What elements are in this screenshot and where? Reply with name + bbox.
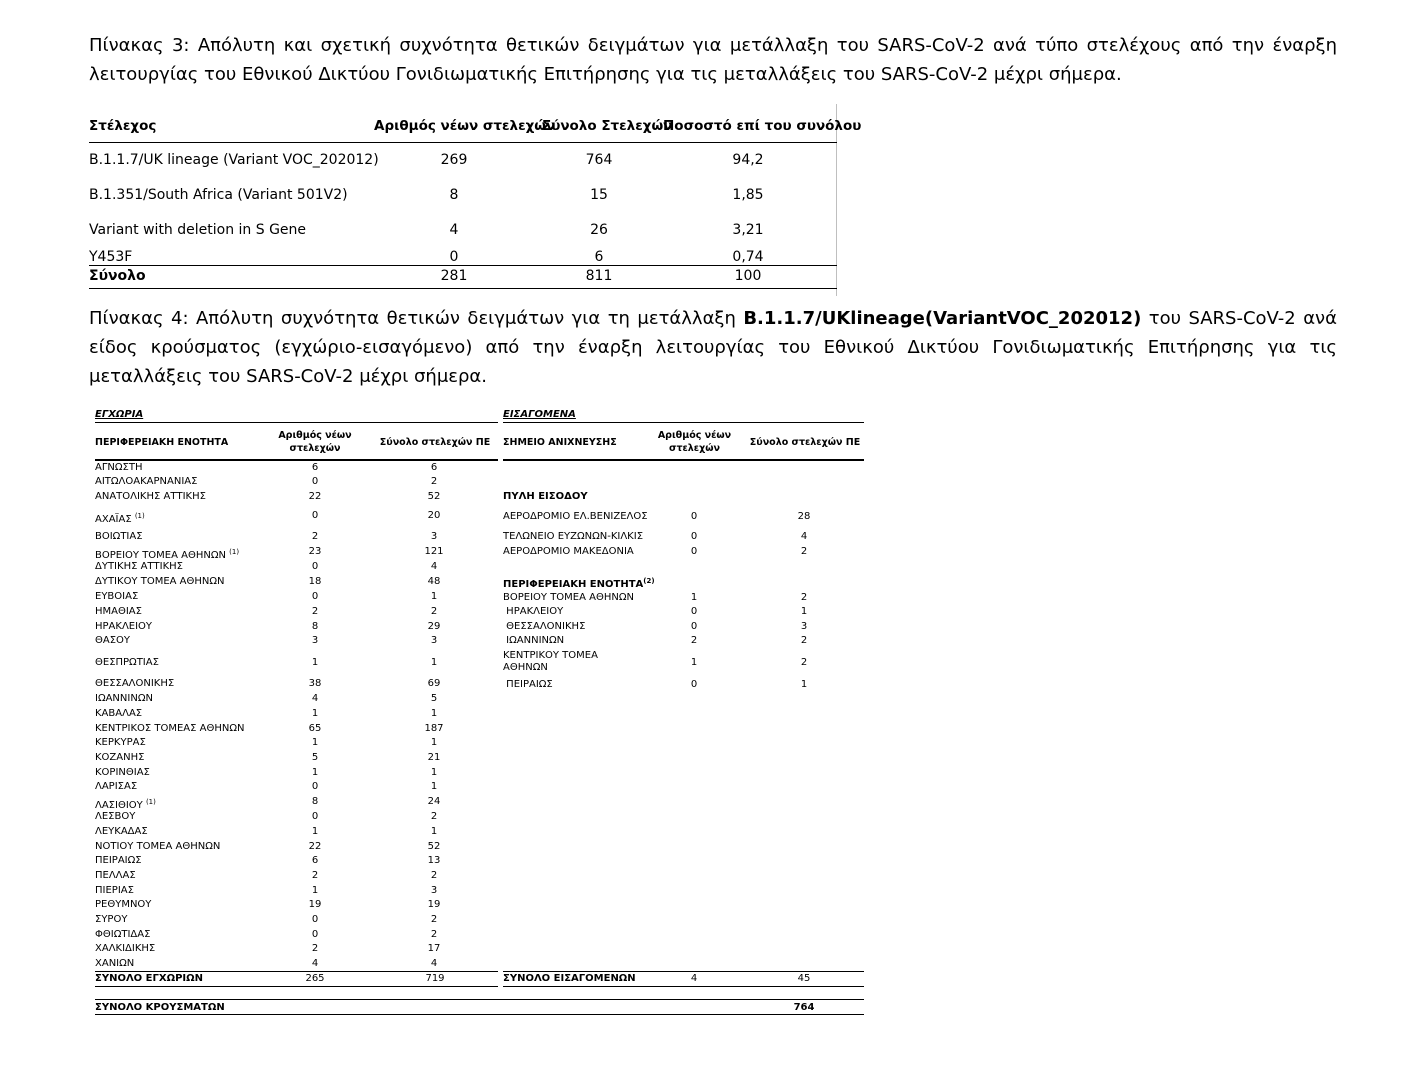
domestic-row-region-label: ΒΟΙΩΤΙΑΣ xyxy=(95,531,143,542)
table3-header-total: Σύνολο Στελεχών xyxy=(542,118,673,134)
domestic-row-region xyxy=(95,561,183,573)
domestic-row-total: 21 xyxy=(427,752,441,763)
domestic-row-region xyxy=(95,576,225,588)
domestic-row-total: 20 xyxy=(427,510,441,521)
domestic-row-region-label: ΗΡΑΚΛΕΙΟΥ xyxy=(95,621,153,632)
domestic-row-note: (1) xyxy=(229,548,240,556)
imported-row-total: 2 xyxy=(800,592,808,603)
domestic-row-total: 52 xyxy=(427,841,441,852)
table3-caption: Πίνακας 3: Απόλυτη και σχετική συχνότητα θετικών δειγμάτων για μετάλλαξη του SARS-CoV-2 ανά τύπο στελέχους από την έναρξη λειτουργίας του Εθνικού Δικτύου Γονιδιωματικής Επιτήρησης για τις μεταλλάξεις του SARS-CoV-2 μέχρι σήμερα. xyxy=(89,35,1337,85)
domestic-row-new: 0 xyxy=(311,781,319,792)
domestic-row-new: 2 xyxy=(311,870,319,881)
domestic-row-total: 5 xyxy=(430,693,438,704)
domestic-row-total: 2 xyxy=(430,929,438,940)
domestic-row-total: 29 xyxy=(427,621,441,632)
imported-row-total: 2 xyxy=(800,546,808,557)
domestic-row-region xyxy=(95,657,159,669)
domestic-row-total: 3 xyxy=(430,635,438,646)
domestic-row-total: 48 xyxy=(427,576,441,587)
imported-row-new: 0 xyxy=(690,546,698,557)
domestic-row-region xyxy=(95,621,152,633)
imported-header-rule xyxy=(503,459,864,461)
domestic-row-new: 0 xyxy=(311,476,319,487)
imported-row-total: 1 xyxy=(800,679,808,690)
domestic-row-region xyxy=(95,914,127,926)
imported-row-point: ΑΕΡΟΔΡΟΜΙΟ ΜΑΚΕΔΟΝΙΑ xyxy=(503,546,634,557)
domestic-row-region xyxy=(95,591,138,603)
domestic-row-total: 3 xyxy=(430,885,438,896)
domestic-header-region: ΠΕΡΙΦΕΡΕΙΑΚΗ ΕΝΟΤΗΤΑ xyxy=(95,437,229,448)
domestic-row-region xyxy=(95,929,150,941)
imported-top-rule xyxy=(503,422,864,423)
imported-row-total: 2 xyxy=(800,635,808,646)
table3-cell-total: 26 xyxy=(590,222,608,238)
domestic-header-total: Σύνολο στελεχών ΠΕ xyxy=(379,437,491,448)
imported-group-region xyxy=(503,575,655,591)
imported-total-rule xyxy=(503,971,864,972)
imported-row-total: 1 xyxy=(800,606,808,617)
domestic-row-new: 0 xyxy=(311,811,319,822)
domestic-row-region xyxy=(95,811,135,823)
domestic-row-region xyxy=(95,510,145,526)
imported-row-new: 1 xyxy=(690,657,698,668)
domestic-row-new: 1 xyxy=(311,737,319,748)
imported-row-new: 2 xyxy=(690,635,698,646)
domestic-section-title: ΕΓΧΩΡΙΑ xyxy=(95,409,144,420)
imported-total-label: ΣΥΝΟΛΟ ΕΙΣΑΓΟΜΕΝΩΝ xyxy=(503,973,636,984)
domestic-row-region xyxy=(95,958,134,970)
imported-row-point: ΑΕΡΟΔΡΟΜΙΟ ΕΛ.ΒΕΝΙΖΕΛΟΣ xyxy=(503,511,648,522)
table3-cell-percent: 94,2 xyxy=(732,152,764,168)
domestic-row-region-label: ΠΕΛΛΑΣ xyxy=(95,870,136,881)
table3-total-new: 281 xyxy=(440,268,468,284)
domestic-header-new: Αριθμός νέων στελεχών xyxy=(278,430,352,454)
domestic-row-region xyxy=(95,767,150,779)
imported-row-point: ΠΕΙΡΑΙΩΣ xyxy=(503,679,553,690)
domestic-row-new: 0 xyxy=(311,561,319,572)
domestic-row-new: 0 xyxy=(311,914,319,925)
domestic-row-total: 1 xyxy=(430,737,438,748)
domestic-row-region-label: ΔΥΤΙΚΟΥ ΤΟΜΕΑ ΑΘΗΝΩΝ xyxy=(95,576,225,587)
table3-cell-new: 0 xyxy=(449,249,459,265)
imported-header-point: ΣΗΜΕΙΟ ΑΝΙΧΝΕΥΣΗΣ xyxy=(503,437,617,448)
domestic-row-region-label: ΣΥΡΟΥ xyxy=(95,914,128,925)
domestic-row-region xyxy=(95,885,134,897)
imported-row-new: 0 xyxy=(690,679,698,690)
table4-caption-pre: Πίνακας 4: Απόλυτη συχνότητα θετικών δειγμάτων για τη μετάλλαξη xyxy=(89,308,744,329)
domestic-row-total: 4 xyxy=(430,958,438,969)
domestic-row-new: 1 xyxy=(311,826,319,837)
domestic-row-region xyxy=(95,708,142,720)
imported-bottom-rule xyxy=(503,986,864,987)
table3-cell-new: 8 xyxy=(449,187,459,203)
domestic-row-total: 1 xyxy=(430,767,438,778)
table3-header-strain: Στέλεχος xyxy=(89,118,157,134)
imported-row-new: 1 xyxy=(690,592,698,603)
imported-row-point: ΚΕΝΤΡΙΚΟΥ ΤΟΜΕΑ ΑΘΗΝΩΝ xyxy=(503,650,598,673)
domestic-row-total: 187 xyxy=(424,723,444,734)
table4 xyxy=(95,408,865,1018)
domestic-row-total: 1 xyxy=(430,826,438,837)
imported-row-total: 2 xyxy=(800,657,808,668)
domestic-row-region-label: ΦΘΙΩΤΙΔΑΣ xyxy=(95,929,151,940)
domestic-row-note: (1) xyxy=(145,798,156,806)
domestic-row-region-label: ΚΟΡΙΝΘΙΑΣ xyxy=(95,767,150,778)
imported-row-point: ΤΕΛΩΝΕΙΟ ΕΥΖΩΝΩΝ-ΚΙΛΚΙΣ xyxy=(503,531,644,542)
domestic-row-region xyxy=(95,870,136,882)
table3-header-rule xyxy=(89,142,837,143)
imported-header-new: Αριθμός νέων στελεχών xyxy=(657,430,732,454)
domestic-row-new: 4 xyxy=(311,958,319,969)
domestic-row-region-label: ΠΕΙΡΑΙΩΣ xyxy=(95,855,142,866)
imported-group-region-label: ΠΕΡΙΦΕΡΕΙΑΚΗ ΕΝΟΤΗΤΑ xyxy=(503,579,644,590)
table3-cell-total: 15 xyxy=(590,187,608,203)
domestic-row-region xyxy=(95,943,155,955)
imported-row-point: ΘΕΣΣΑΛΟΝΙΚΗΣ xyxy=(503,621,586,632)
domestic-row-region-label: ΚΑΒΑΛΑΣ xyxy=(95,708,143,719)
domestic-row-total: 1 xyxy=(430,781,438,792)
domestic-row-region xyxy=(95,531,143,543)
table3-cell-total: 6 xyxy=(594,249,604,265)
table3-cell-strain: B.1.1.7/UK lineage (Variant VOC_202012) xyxy=(89,152,379,168)
imported-row-point: ΒΟΡΕΙΟΥ ΤΟΜΕΑ ΑΘΗΝΩΝ xyxy=(503,592,634,603)
domestic-row-total: 19 xyxy=(427,899,441,910)
table4-caption xyxy=(89,304,1337,391)
table3-cell-strain: Y453F xyxy=(89,249,133,265)
domestic-row-new: 2 xyxy=(311,943,319,954)
domestic-row-new: 38 xyxy=(308,678,322,689)
domestic-total-rule xyxy=(95,971,498,972)
imported-row-new: 0 xyxy=(690,511,698,522)
domestic-row-new: 1 xyxy=(311,708,319,719)
domestic-row-total: 121 xyxy=(424,546,444,557)
imported-row-total: 3 xyxy=(800,621,808,632)
domestic-row-region xyxy=(95,546,239,562)
domestic-row-total: 2 xyxy=(430,606,438,617)
domestic-row-region xyxy=(95,899,151,911)
domestic-row-new: 4 xyxy=(311,693,319,704)
table3-total-label: Σύνολο xyxy=(89,268,146,284)
domestic-row-total: 13 xyxy=(427,855,441,866)
table3-cell-new: 4 xyxy=(449,222,459,238)
domestic-row-region-label: ΚΕΝΤΡΙΚΟΣ ΤΟΜΕΑΣ ΑΘΗΝΩΝ xyxy=(95,723,245,734)
domestic-row-total: 1 xyxy=(430,657,438,668)
domestic-row-new: 6 xyxy=(311,462,319,473)
table3-cell-percent: 1,85 xyxy=(732,187,764,203)
domestic-row-region-label: ΑΧΑΪΑΣ xyxy=(95,514,132,525)
domestic-row-new: 0 xyxy=(311,591,319,602)
domestic-row-region-label: ΙΩΑΝΝΙΝΩΝ xyxy=(95,693,153,704)
domestic-row-region-label: ΚΟΖΑΝΗΣ xyxy=(95,752,145,763)
domestic-row-note: (1) xyxy=(134,512,145,520)
domestic-top-rule xyxy=(95,422,498,423)
domestic-row-total: 3 xyxy=(430,531,438,542)
domestic-row-region xyxy=(95,841,220,853)
domestic-row-region-label: ΧΑΛΚΙΔΙΚΗΣ xyxy=(95,943,156,954)
domestic-row-total: 52 xyxy=(427,491,441,502)
domestic-row-total: 24 xyxy=(427,796,441,807)
imported-row-new: 0 xyxy=(690,621,698,632)
domestic-row-new: 22 xyxy=(308,841,322,852)
table3-cell-total: 764 xyxy=(585,152,613,168)
domestic-row-new: 22 xyxy=(308,491,322,502)
domestic-row-region xyxy=(95,678,174,690)
domestic-row-region-label: ΠΙΕΡΙΑΣ xyxy=(95,885,134,896)
domestic-row-region xyxy=(95,476,197,488)
domestic-row-region xyxy=(95,796,156,812)
domestic-row-region xyxy=(95,723,244,735)
imported-section-title: ΕΙΣΑΓΟΜΕΝΑ xyxy=(503,409,576,420)
grand-total-rule xyxy=(95,999,864,1000)
table4-caption-post: του SARS-CoV-2 ανά είδος κρούσματος (εγχώριο-εισαγόμενο) από την έναρξη λειτουργίας του Εθνικού Δικτύου Γονιδιωματικής Επιτήρησης για τις μεταλλάξεις του SARS-CoV-2 μέχρι σήμερα. xyxy=(89,308,1337,387)
domestic-row-new: 23 xyxy=(308,546,322,557)
domestic-row-region-label: ΑΙΤΩΛΟΑΚΑΡΝΑΝΙΑΣ xyxy=(95,476,198,487)
table3-cell-percent: 3,21 xyxy=(732,222,764,238)
imported-row-new: 0 xyxy=(690,531,698,542)
domestic-row-region xyxy=(95,491,206,503)
table3-header-percent: Ποσοστό επί του συνόλου xyxy=(663,118,862,134)
domestic-row-new: 0 xyxy=(311,929,319,940)
imported-row-new: 0 xyxy=(690,606,698,617)
domestic-row-region xyxy=(95,781,137,793)
domestic-row-new: 2 xyxy=(311,606,319,617)
domestic-row-region-label: ΛΑΡΙΣΑΣ xyxy=(95,781,138,792)
domestic-row-region xyxy=(95,462,142,474)
domestic-row-region-label: ΛΕΥΚΑΔΑΣ xyxy=(95,826,148,837)
table3-bottom-rule xyxy=(89,288,837,289)
domestic-total-sum: 719 xyxy=(425,973,445,984)
domestic-bottom-rule xyxy=(95,986,498,987)
domestic-row-region-label: ΝΟΤΙΟΥ ΤΟΜΕΑ ΑΘΗΝΩΝ xyxy=(95,841,221,852)
domestic-row-region-label: ΘΑΣΟΥ xyxy=(95,635,131,646)
table3-cell-percent: 0,74 xyxy=(732,249,764,265)
imported-row-point: ΙΩΑΝΝΙΝΩΝ xyxy=(503,635,565,646)
domestic-row-new: 8 xyxy=(311,621,319,632)
domestic-row-new: 8 xyxy=(311,796,319,807)
domestic-row-region-label: ΘΕΣΠΡΩΤΙΑΣ xyxy=(95,657,159,668)
domestic-row-total: 2 xyxy=(430,476,438,487)
domestic-row-new: 0 xyxy=(311,510,319,521)
domestic-row-region-label: ΧΑΝΙΩΝ xyxy=(95,958,135,969)
domestic-row-total: 2 xyxy=(430,870,438,881)
domestic-row-new: 1 xyxy=(311,767,319,778)
imported-group-region-note: (2) xyxy=(643,577,655,585)
domestic-row-region-label: ΑΓΝΩΣΤΗ xyxy=(95,462,143,473)
domestic-row-total: 1 xyxy=(430,591,438,602)
domestic-row-region xyxy=(95,826,148,838)
domestic-row-new: 3 xyxy=(311,635,319,646)
table3 xyxy=(89,104,862,296)
domestic-row-region xyxy=(95,693,153,705)
table3-cell-strain: Variant with deletion in S Gene xyxy=(89,222,307,238)
domestic-row-new: 18 xyxy=(308,576,322,587)
domestic-header-rule xyxy=(95,459,498,461)
domestic-row-region xyxy=(95,737,146,749)
table3-header-new: Αριθμός νέων στελεχών xyxy=(374,118,556,134)
table3-total-percent: 100 xyxy=(734,268,762,284)
domestic-row-region xyxy=(95,752,144,764)
domestic-row-region-label: ΒΟΡΕΙΟΥ ΤΟΜΕΑ ΑΘΗΝΩΝ xyxy=(95,550,226,561)
table4-caption-variant: B.1.1.7/UKlineage(VariantVOC_202012) xyxy=(743,308,1142,329)
domestic-row-new: 65 xyxy=(308,723,322,734)
domestic-row-total: 4 xyxy=(430,561,438,572)
imported-total-sum: 45 xyxy=(797,973,811,984)
domestic-row-total: 17 xyxy=(427,943,441,954)
table3-cell-strain: B.1.351/South Africa (Variant 501V2) xyxy=(89,187,348,203)
domestic-row-region xyxy=(95,635,130,647)
domestic-row-total: 6 xyxy=(430,462,438,473)
table3-total-sum: 811 xyxy=(585,268,613,284)
grand-total-label: ΣΥΝΟΛΟ ΚΡΟΥΣΜΑΤΩΝ xyxy=(95,1002,225,1013)
domestic-row-new: 19 xyxy=(308,899,322,910)
domestic-row-region xyxy=(95,606,142,618)
domestic-row-new: 6 xyxy=(311,855,319,866)
domestic-row-new: 1 xyxy=(311,885,319,896)
domestic-row-new: 2 xyxy=(311,531,319,542)
table3-total-rule xyxy=(89,265,837,266)
imported-total-new: 4 xyxy=(690,973,698,984)
domestic-row-region-label: ΑΝΑΤΟΛΙΚΗΣ ΑΤΤΙΚΗΣ xyxy=(95,491,206,502)
domestic-row-total: 2 xyxy=(430,914,438,925)
domestic-row-region-label: ΛΑΣΙΘΙΟΥ xyxy=(95,800,143,811)
domestic-row-region-label: ΗΜΑΘΙΑΣ xyxy=(95,606,142,617)
domestic-row-new: 1 xyxy=(311,657,319,668)
domestic-row-region-label: ΘΕΣΣΑΛΟΝΙΚΗΣ xyxy=(95,678,175,689)
domestic-row-region-label: ΡΕΘΥΜΝΟΥ xyxy=(95,899,152,910)
table3-cell-new: 269 xyxy=(440,152,468,168)
domestic-total-label: ΣΥΝΟΛΟ ΕΓΧΩΡΙΩΝ xyxy=(95,973,203,984)
imported-row-total: 28 xyxy=(797,511,811,522)
domestic-row-total: 1 xyxy=(430,708,438,719)
domestic-row-total: 69 xyxy=(427,678,441,689)
imported-row-total: 4 xyxy=(800,531,808,542)
imported-group-entry: ΠΥΛΗ ΕΙΣΟΔΟΥ xyxy=(503,491,588,502)
domestic-total-new: 265 xyxy=(305,973,325,984)
domestic-row-total: 2 xyxy=(430,811,438,822)
domestic-row-region-label: ΚΕΡΚΥΡΑΣ xyxy=(95,737,146,748)
domestic-row-region-label: ΛΕΣΒΟΥ xyxy=(95,811,136,822)
imported-row-point: ΗΡΑΚΛΕΙΟΥ xyxy=(503,606,564,617)
imported-header-total: Σύνολο στελεχών ΠΕ xyxy=(749,437,861,448)
domestic-row-region-label: ΕΥΒΟΙΑΣ xyxy=(95,591,139,602)
domestic-row-new: 5 xyxy=(311,752,319,763)
grand-total-value: 764 xyxy=(793,1002,815,1013)
domestic-row-region xyxy=(95,855,142,867)
domestic-row-region-label: ΔΥΤΙΚΗΣ ΑΤΤΙΚΗΣ xyxy=(95,561,183,572)
grand-total-bottom-rule xyxy=(95,1014,864,1015)
